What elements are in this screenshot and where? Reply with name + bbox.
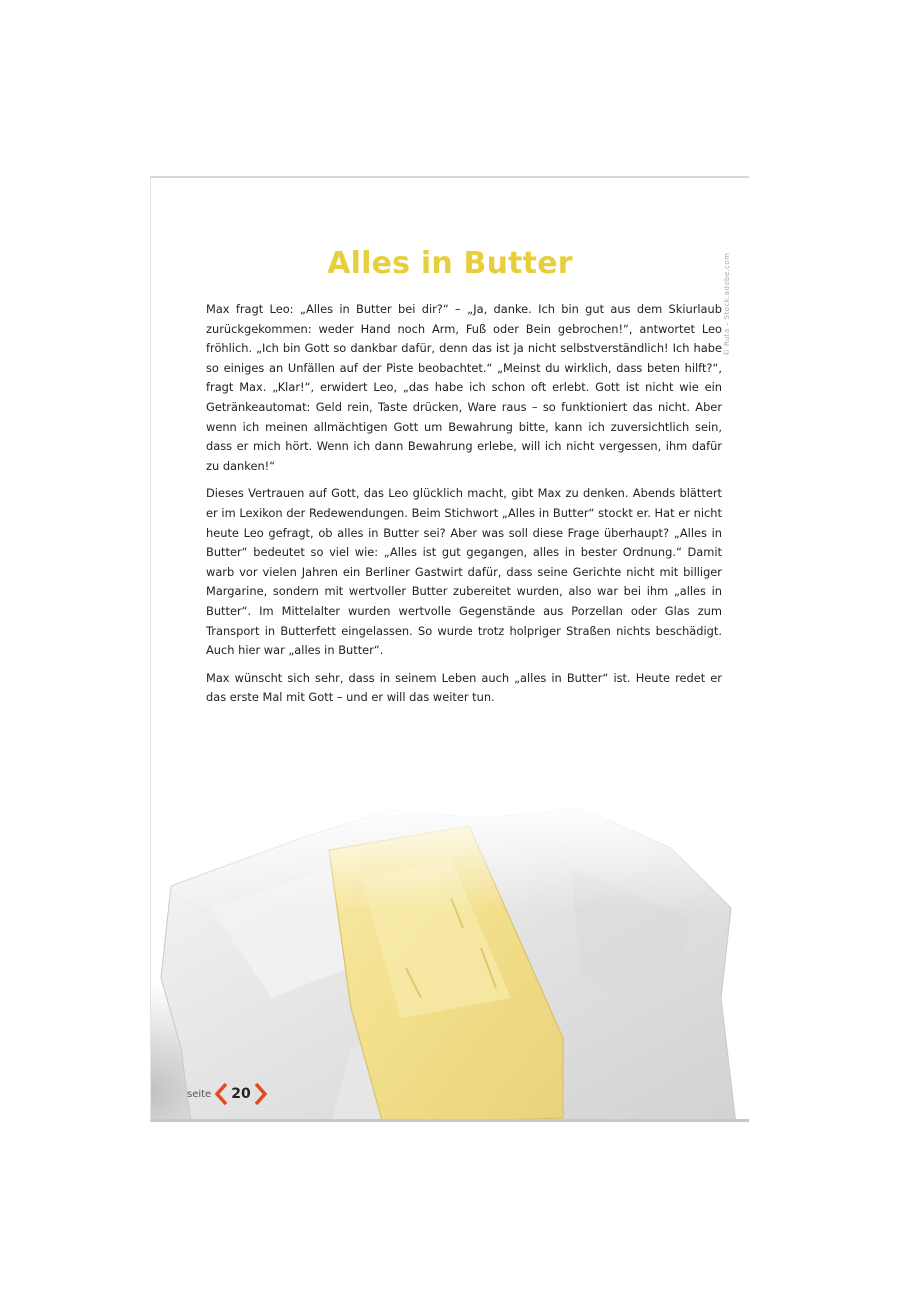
page-title: Alles in Butter — [327, 246, 573, 281]
paragraph-3: Max wünscht sich sehr, dass in seinem Leben auch „alles in Butter“ ist. Heute redet er das erste Mal mit Gott – und er will das weiter tun. — [206, 670, 722, 705]
document-page — [150, 176, 749, 1122]
chevron-left-icon — [215, 1083, 227, 1105]
chevron-right-icon — [255, 1083, 267, 1105]
photo-credit-text: © Ruta – Stock.adobe.com — [723, 252, 731, 356]
paragraph-2: Dieses Vertrauen auf Gott, das Leo glücklich macht, gibt Max zu denken. Abends blättert er im Lexikon der Redewendungen. Beim Stichwort „Alles in Butter“ stockt er. Hat er nicht heute Leo gefragt, ob alles in Butter sei? Aber was soll diese Frage überhaupt? „Alles in Butter“ bedeutet so viel wie: „Alles ist gut gegangen, alles in bester Ordnung.“ Damit warb vor vielen Jahren ein Berliner Gastwirt dafür, dass seine Gerichte nicht mit billiger Margarine, sondern mit wertvoller Butter zubereitet wurden, also war bei ihm „alles in Butter“. Im Mittelalter wurden wertvolle Gegenstände aus Porzellan oder Glas zum Transport in Butterfett eingelassen. So wurde trotz holpriger Straßen nichts beschädigt. Auch hier war „alles in Butter“. — [206, 486, 722, 658]
butter-photo — [151, 798, 749, 1122]
page-label: seite — [187, 1088, 212, 1100]
paragraph-1: Max fragt Leo: „Alles in Butter bei dir?“ – „Ja, danke. Ich bin gut aus dem Skiurlaub zurückgekommen: weder Hand noch Arm, Fuß oder Bein gebrochen!“, antwortet Leo fröhlich. „Ich bin Gott so dankbar dafür, denn das ist ja nicht selbstverständlich! Ich habe so einiges an Unfällen auf der Piste beobachtet.“ „Meinst du wirklich, dass beten hilft?“, fragt Max. „Klar!“, erwidert Leo, „das habe ich schon oft erlebt. Gott ist nicht wie ein Getränkeautomat: Geld rein, Taste drücken, Ware raus – so funktioniert das nicht. Aber wenn ich meinen allmächtigen Gott um Bewahrung bitte, kann ich zuversichtlich sein, dass er mich hört. Wenn ich dann Bewahrung erlebe, will ich nicht vergessen, ihm dafür zu danken!“ — [206, 302, 722, 473]
article-body — [206, 300, 722, 716]
page-footer — [187, 1083, 267, 1105]
page-number: 20 — [231, 1086, 251, 1102]
photo-credit — [723, 216, 737, 356]
